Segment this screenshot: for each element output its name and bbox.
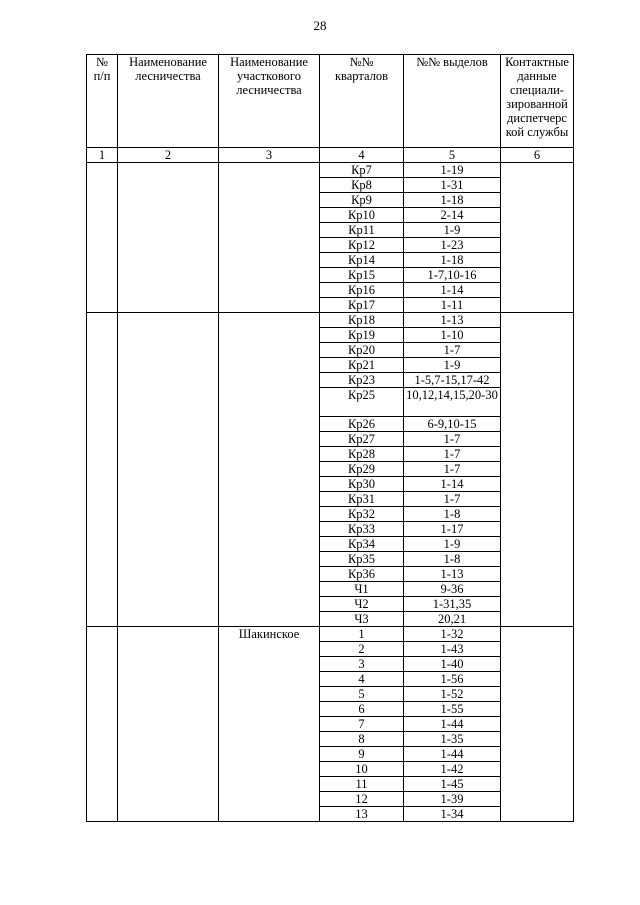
cell-quarter: Кр23 [320, 373, 404, 388]
cell-allotments: 1-7 [404, 447, 501, 462]
cell-npp [87, 627, 118, 822]
cell-allotments: 1-45 [404, 777, 501, 792]
cell-quarter: 6 [320, 702, 404, 717]
cell-allotments: 1-7 [404, 462, 501, 477]
cell-allotments: 1-9 [404, 223, 501, 238]
cell-quarter: Кр27 [320, 432, 404, 447]
cell-quarter: 13 [320, 807, 404, 822]
cell-quarter: 10 [320, 762, 404, 777]
cell-forestry-name [118, 163, 219, 313]
cell-quarter: 1 [320, 627, 404, 642]
cell-quarter: Кр26 [320, 417, 404, 432]
cell-quarter: 11 [320, 777, 404, 792]
cell-quarter: Кр35 [320, 552, 404, 567]
header-row [87, 55, 574, 148]
cell-quarter: Кр29 [320, 462, 404, 477]
cell-forestry-name [118, 313, 219, 627]
cell-quarter: Кр15 [320, 268, 404, 283]
cell-quarter: 8 [320, 732, 404, 747]
cell-quarter: 7 [320, 717, 404, 732]
header-district-forestry-name: Наименование участкового лесничества [219, 55, 320, 148]
cell-quarter: Кр34 [320, 537, 404, 552]
cell-quarter: Ч3 [320, 612, 404, 627]
column-number: 1 [87, 148, 118, 163]
header-dispatch-contacts: Контактные данные специали- зированной диспетчерс кой службы [501, 55, 574, 148]
cell-quarter: Кр36 [320, 567, 404, 582]
cell-allotments: 1-14 [404, 477, 501, 492]
cell-allotments: 1-13 [404, 567, 501, 582]
cell-forestry-name [118, 627, 219, 822]
cell-allotments: 1-10 [404, 328, 501, 343]
column-number: 3 [219, 148, 320, 163]
cell-quarter: Кр9 [320, 193, 404, 208]
table-row [87, 313, 574, 328]
cell-allotments: 1-23 [404, 238, 501, 253]
cell-allotments: 1-56 [404, 672, 501, 687]
cell-allotments: 1-7,10-16 [404, 268, 501, 283]
header-quarters: №№ кварталов [320, 55, 404, 148]
cell-quarter: Кр11 [320, 223, 404, 238]
cell-allotments: 1-44 [404, 747, 501, 762]
cell-quarter: Кр18 [320, 313, 404, 328]
cell-allotments: 1-18 [404, 253, 501, 268]
cell-allotments: 1-39 [404, 792, 501, 807]
cell-quarter: Ч1 [320, 582, 404, 597]
cell-allotments: 1-40 [404, 657, 501, 672]
cell-quarter: 4 [320, 672, 404, 687]
cell-quarter: 9 [320, 747, 404, 762]
column-number: 5 [404, 148, 501, 163]
cell-allotments: 1-43 [404, 642, 501, 657]
cell-quarter: Кр21 [320, 358, 404, 373]
header-forestry-name: Наименование лесничества [118, 55, 219, 148]
cell-allotments: 1-17 [404, 522, 501, 537]
column-number: 6 [501, 148, 574, 163]
cell-allotments: 1-7 [404, 492, 501, 507]
table-row [87, 627, 574, 642]
cell-allotments: 1-13 [404, 313, 501, 328]
cell-dispatch-contacts [501, 313, 574, 627]
cell-quarter: Кр8 [320, 178, 404, 193]
column-number: 4 [320, 148, 404, 163]
page-number: 28 [313, 18, 327, 33]
cell-allotments: 10,12,14,15,20-30 [404, 388, 501, 417]
cell-allotments: 1-19 [404, 163, 501, 178]
cell-allotments: 1-5,7-15,17-42 [404, 373, 501, 388]
forestry-table [86, 54, 574, 822]
column-number: 2 [118, 148, 219, 163]
cell-allotments: 1-35 [404, 732, 501, 747]
cell-quarter: Ч2 [320, 597, 404, 612]
cell-quarter: Кр12 [320, 238, 404, 253]
column-number-row [87, 148, 574, 163]
table-row [87, 163, 574, 178]
cell-allotments: 9-36 [404, 582, 501, 597]
cell-dispatch-contacts [501, 627, 574, 822]
cell-dispatch-contacts [501, 163, 574, 313]
cell-quarter: 3 [320, 657, 404, 672]
cell-quarter: Кр17 [320, 298, 404, 313]
cell-quarter: Кр16 [320, 283, 404, 298]
header-allotments: №№ выделов [404, 55, 501, 148]
cell-quarter: Кр32 [320, 507, 404, 522]
cell-allotments: 1-32 [404, 627, 501, 642]
cell-district-forestry-name: Шакинское [219, 627, 320, 822]
cell-allotments: 1-18 [404, 193, 501, 208]
cell-allotments: 1-11 [404, 298, 501, 313]
cell-quarter: Кр14 [320, 253, 404, 268]
cell-quarter: Кр20 [320, 343, 404, 358]
cell-npp [87, 163, 118, 313]
cell-quarter: Кр28 [320, 447, 404, 462]
cell-quarter: Кр25 [320, 388, 404, 417]
header-npp: № п/п [87, 55, 118, 148]
cell-allotments: 1-42 [404, 762, 501, 777]
cell-allotments: 1-31 [404, 178, 501, 193]
cell-allotments: 1-8 [404, 507, 501, 522]
cell-quarter: Кр10 [320, 208, 404, 223]
cell-allotments: 1-55 [404, 702, 501, 717]
cell-allotments: 6-9,10-15 [404, 417, 501, 432]
cell-quarter: 5 [320, 687, 404, 702]
cell-allotments: 1-14 [404, 283, 501, 298]
cell-allotments: 1-34 [404, 807, 501, 822]
cell-allotments: 1-7 [404, 432, 501, 447]
cell-allotments: 20,21 [404, 612, 501, 627]
cell-quarter: Кр33 [320, 522, 404, 537]
cell-district-forestry-name [219, 163, 320, 313]
cell-allotments: 1-7 [404, 343, 501, 358]
cell-allotments: 1-9 [404, 358, 501, 373]
cell-quarter: Кр7 [320, 163, 404, 178]
cell-allotments: 1-9 [404, 537, 501, 552]
cell-allotments: 1-44 [404, 717, 501, 732]
cell-district-forestry-name [219, 313, 320, 627]
cell-allotments: 1-31,35 [404, 597, 501, 612]
cell-allotments: 2-14 [404, 208, 501, 223]
cell-quarter: 2 [320, 642, 404, 657]
cell-quarter: Кр19 [320, 328, 404, 343]
cell-quarter: Кр31 [320, 492, 404, 507]
cell-npp [87, 313, 118, 627]
cell-quarter: 12 [320, 792, 404, 807]
cell-allotments: 1-52 [404, 687, 501, 702]
cell-allotments: 1-8 [404, 552, 501, 567]
cell-quarter: Кр30 [320, 477, 404, 492]
